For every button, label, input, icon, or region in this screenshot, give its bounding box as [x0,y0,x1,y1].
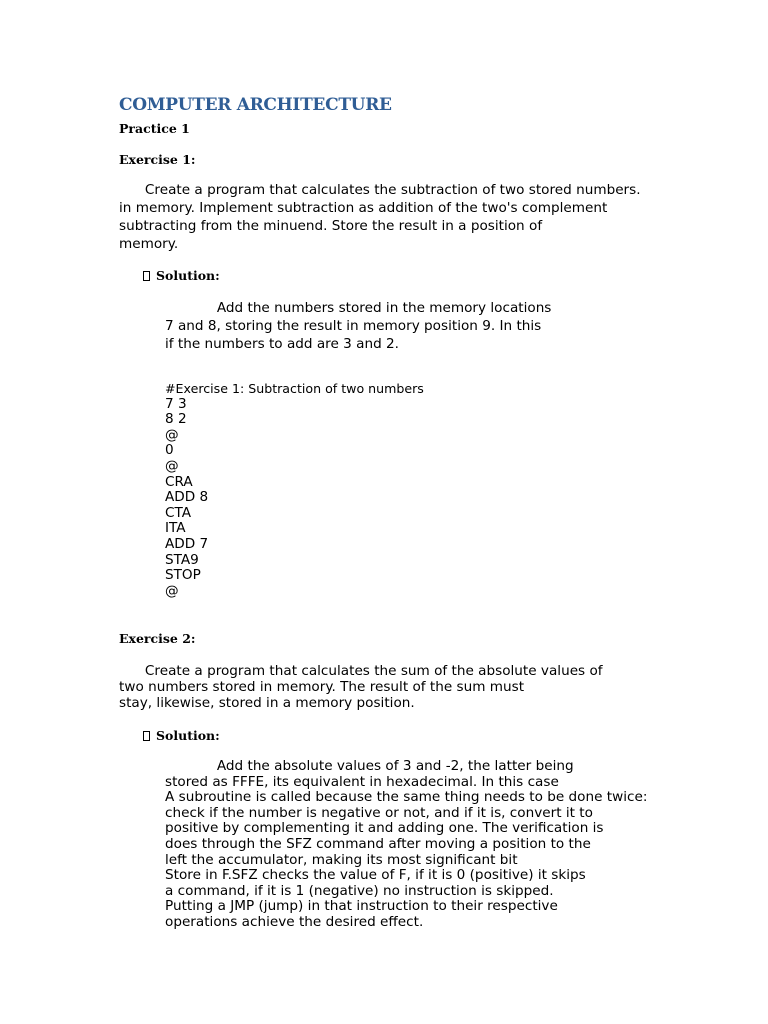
exercise-1-solution-heading [143,268,220,283]
code-line: CRA [165,473,193,490]
code-line: 7 3 [165,395,187,412]
solution-line: does through the SFZ command after moving a position to the [165,835,591,852]
code-line: STA9 [165,551,199,568]
exercise-2-solution-heading [143,728,220,743]
exercise-1-code-listing [165,381,424,599]
solution-line: Putting a JMP (jump) in that instruction to their respective [165,898,558,915]
code-comment: #Exercise 1: Subtraction of two numbers [165,381,424,396]
exercise-2-description [119,663,603,711]
description-line: memory. [119,236,179,252]
code-line: CTA [165,504,192,521]
solution-line: Store in F.SFZ checks the value of F, if it is 0 (positive) it skips [165,867,586,884]
solution-label: Solution: [156,268,220,283]
solution-line: operations achieve the desired effect. [165,913,424,930]
code-line: 0 [165,442,174,459]
code-line: @ [165,582,179,599]
code-line: @ [165,457,179,474]
description-line: Create a program that calculates the subtraction of two stored numbers. [119,182,641,198]
description-line: stay, likewise, stored in a memory position. [119,695,415,711]
code-line: STOP [165,567,201,584]
checkbox-bullet-icon [143,731,150,741]
description-line: subtracting from the minuend. Store the result in a position of [119,218,543,234]
solution-line: positive by complementing it and adding one. The verification is [165,820,604,837]
checkbox-bullet-icon [143,271,150,281]
exercise-2-solution-text [165,759,647,931]
solution-line: stored as FFFE, its equivalent in hexadecimal. In this case [165,773,559,790]
practice-heading: Practice 1 [119,121,190,136]
document-title: COMPUTER ARCHITECTURE [119,95,392,115]
solution-line: a command, if it is 1 (negative) no instruction is skipped. [165,882,554,899]
solution-line: check if the number is negative or not, and if it is, convert it to [165,804,593,821]
exercise-2-heading: Exercise 2: [119,631,196,646]
code-line: ITA [165,520,186,537]
exercise-1-solution-text [165,299,551,353]
solution-label: Solution: [156,728,220,743]
code-line: @ [165,426,179,443]
solution-line: 7 and 8, storing the result in memory position 9. In this [165,318,542,334]
solution-line: left the accumulator, making its most significant bit [165,851,518,868]
description-line: two numbers stored in memory. The result of the sum must [119,679,525,695]
solution-line: Add the absolute values of 3 and -2, the latter being [165,758,574,774]
exercise-1-heading: Exercise 1: [119,152,196,167]
exercise-1-description [119,181,641,253]
solution-line: Add the numbers stored in the memory locations [165,300,552,316]
code-line: ADD 7 [165,535,209,552]
solution-line: if the numbers to add are 3 and 2. [165,336,399,352]
solution-line: A subroutine is called because the same thing needs to be done twice: [165,789,648,806]
code-line: 8 2 [165,411,187,428]
description-line: in memory. Implement subtraction as addition of the two's complement [119,200,608,216]
code-line: ADD 8 [165,489,209,506]
description-line: Create a program that calculates the sum of the absolute values of [119,663,603,679]
